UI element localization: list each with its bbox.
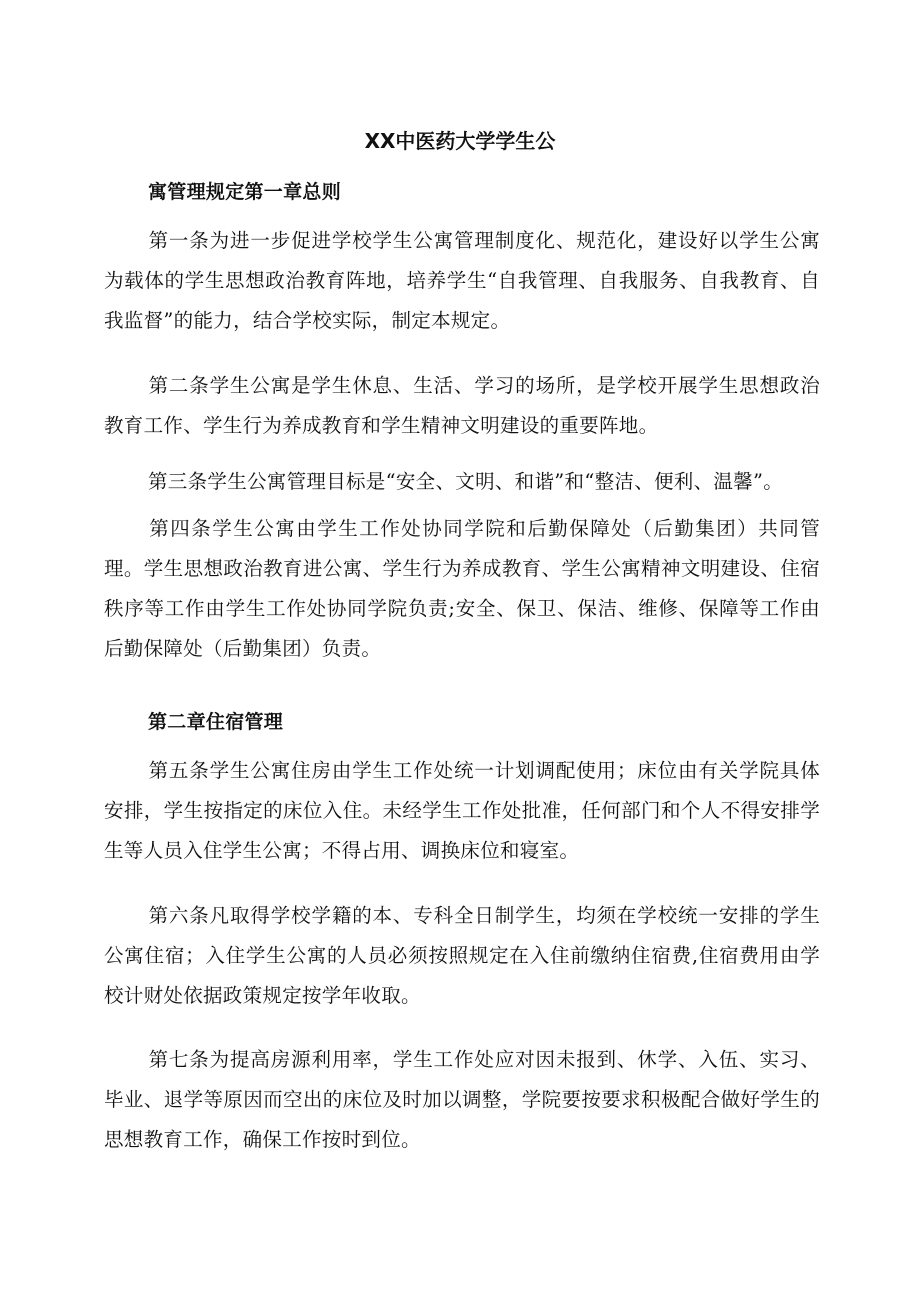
- chapter-2-heading: [104, 702, 820, 742]
- article-5-paragraph: [104, 751, 820, 871]
- article-7-paragraph: [104, 1040, 820, 1160]
- article-2-text: 第二条学生公寓是学生休息、生活、学习的场所，是学校开展学生思想政治教育工作、学生行为养成教育和学生精神文明建设的重要阵地。: [104, 374, 820, 437]
- article-1-text: 第一条为进一步促进学校学生公寓管理制度化、规范化，建设好以学生公寓为载体的学生思想政治教育阵地，培养学生“自我管理、自我服务、自我教育、自我监督”的能力，结合学校实际，制定本规定。: [104, 229, 820, 332]
- article-7-text: 第七条为提高房源利用率，学生工作处应对因未报到、休学、入伍、实习、毕业、退学等原因而空出的床位及时加以调整，学院要按要求积极配合做好学生的思想教育工作，确保工作按时到位。: [104, 1048, 820, 1151]
- chapter-1-heading-text: 寓管理规定第一章总则: [148, 181, 342, 203]
- chapter-2-heading-text: 第二章住宿管理: [148, 711, 284, 733]
- article-4-text: 第四条学生公寓由学生工作处协同学院和后勤保障处（后勤集团）共同管理。学生思想政治教育进公寓、学生行为养成教育、学生公寓精神文明建设、住宿秩序等工作由学生工作处协同学院负责;安全、保卫、保洁、维修、保障等工作由后勤保障处（后勤集团）负责。: [104, 517, 820, 660]
- article-3-paragraph: [104, 462, 820, 502]
- article-1-paragraph: [104, 221, 820, 341]
- article-5-text: 第五条学生公寓住房由学生工作处统一计划调配使用；床位由有关学院具体安排，学生按指定的床位入住。未经学生工作处批准，任何部门和个人不得安排学生等人员入住学生公寓；不得占用、调换床位和寝室。: [104, 759, 820, 862]
- chapter-1-heading: [104, 172, 820, 212]
- article-6-text: 第六条凡取得学校学籍的本、专科全日制学生，均须在学校统一安排的学生公寓住宿；入住学生公寓的人员必须按照规定在入住前缴纳住宿费,住宿费用由学校计财处依据政策规定按学年收取。: [104, 904, 820, 1007]
- article-3-text: 第三条学生公寓管理目标是“安全、文明、和谐”和“整洁、便利、温馨”。: [148, 470, 784, 493]
- article-6-paragraph: [104, 896, 820, 1016]
- article-4-paragraph: [104, 509, 820, 669]
- document-title: XX中医药大学学生公: [364, 129, 556, 153]
- article-2-paragraph: [104, 366, 820, 446]
